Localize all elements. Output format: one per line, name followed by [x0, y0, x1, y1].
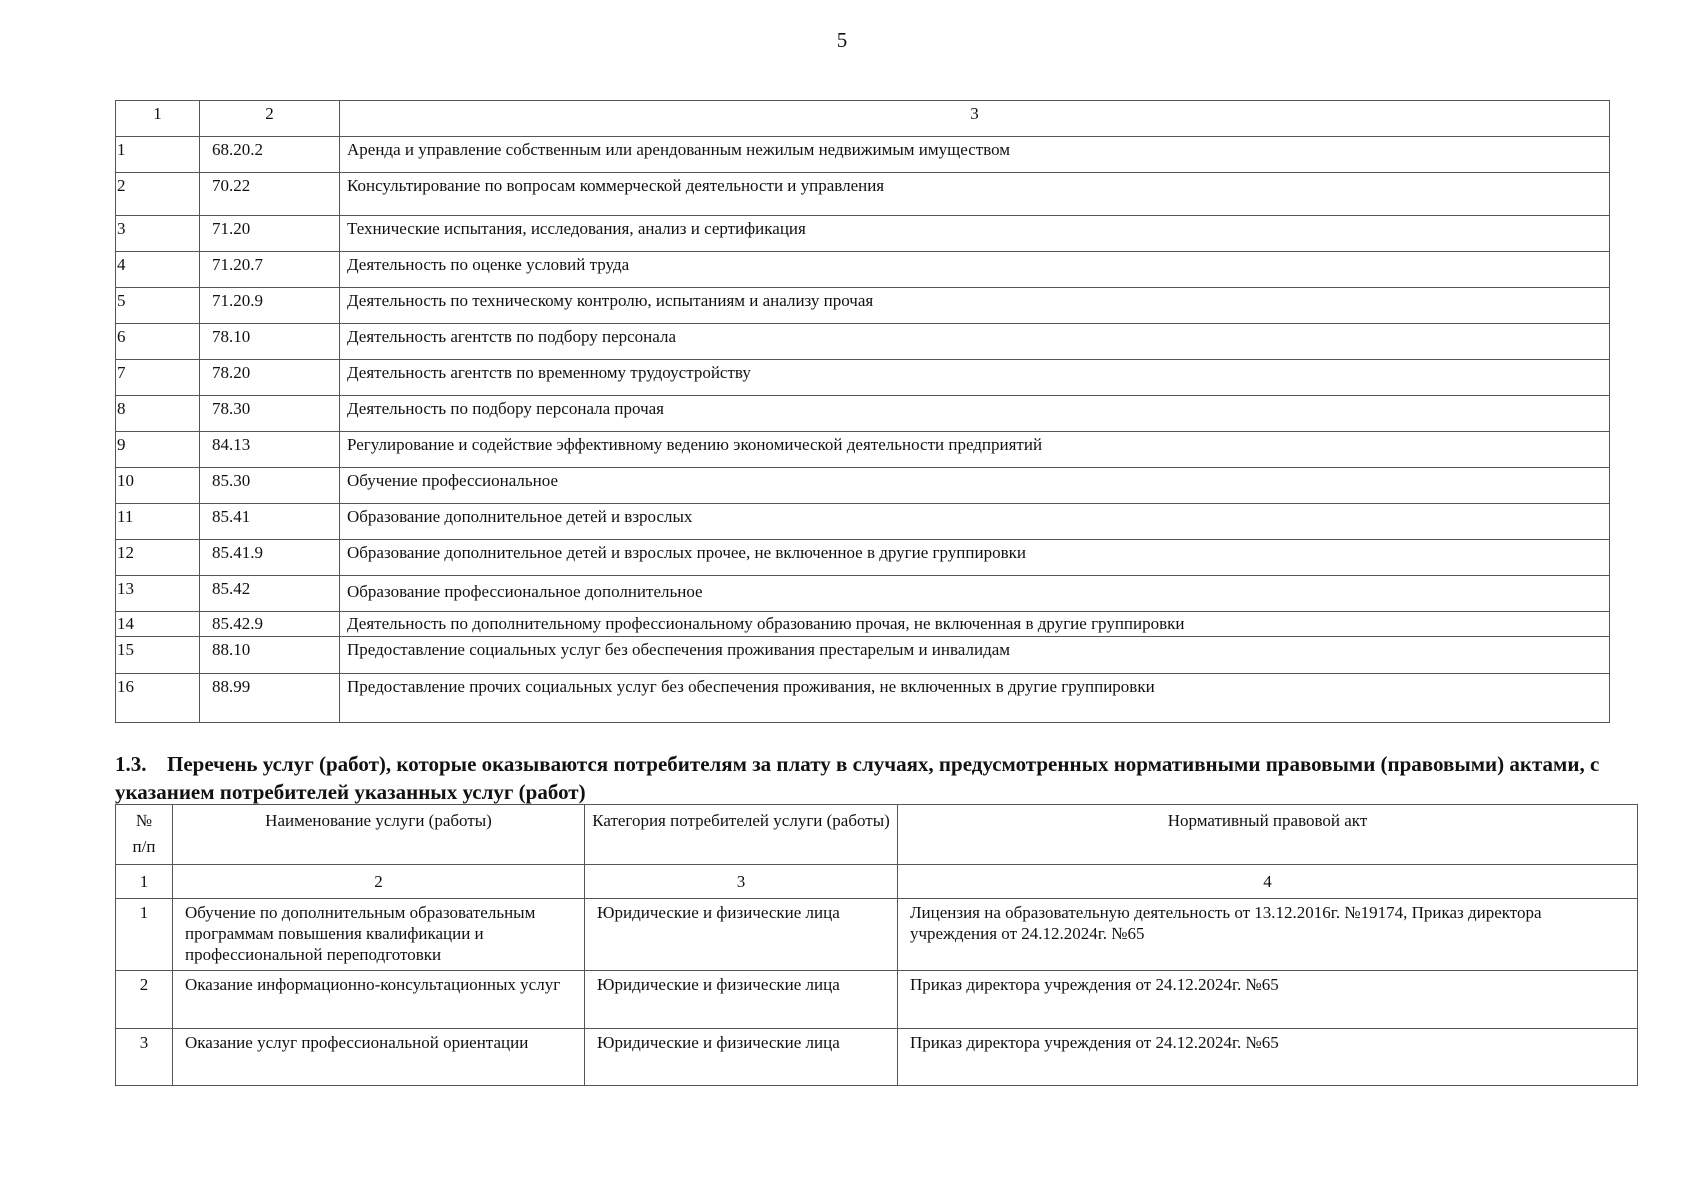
service-name: Оказание информационно-консультационных услуг — [173, 971, 585, 1029]
service-name: Обучение по дополнительным образовательным программам повышения квалификации и профессиональной переподготовки — [173, 899, 585, 971]
table-row — [116, 971, 1638, 1029]
okved-code: 70.22 — [200, 173, 340, 216]
row-number: 8 — [116, 396, 200, 432]
header-consumer-category: Категория потребителей услуги (работы) — [585, 805, 898, 865]
okved-code: 84.13 — [200, 432, 340, 468]
activity-name: Обучение профессиональное — [340, 468, 1610, 504]
row-number: 9 — [116, 432, 200, 468]
table-row — [116, 137, 1610, 173]
legal-act: Приказ директора учреждения от 24.12.2024г. №65 — [898, 971, 1638, 1029]
okved-header-cell: 1 — [116, 101, 200, 137]
row-number: 1 — [116, 137, 200, 173]
okved-code: 78.30 — [200, 396, 340, 432]
table-row — [116, 173, 1610, 216]
okved-header-cell: 2 — [200, 101, 340, 137]
activity-name: Образование профессиональное дополнительное — [340, 576, 1610, 612]
row-number: 11 — [116, 504, 200, 540]
row-number: 14 — [116, 612, 200, 637]
activity-name: Технические испытания, исследования, анализ и сертификация — [340, 216, 1610, 252]
okved-header-cell: 3 — [340, 101, 1610, 137]
activity-name: Деятельность агентств по подбору персонала — [340, 324, 1610, 360]
row-number: 5 — [116, 288, 200, 324]
row-number: 3 — [116, 1029, 173, 1086]
table-row — [116, 504, 1610, 540]
table-row — [116, 288, 1610, 324]
row-number: 3 — [116, 216, 200, 252]
consumer-category: Юридические и физические лица — [585, 899, 898, 971]
activity-name: Образование дополнительное детей и взрослых прочее, не включенное в другие группировки — [340, 540, 1610, 576]
table-row — [116, 468, 1610, 504]
okved-code: 71.20.7 — [200, 252, 340, 288]
row-number: 16 — [116, 674, 200, 723]
header-num-line2: п/п — [132, 837, 156, 856]
row-number: 7 — [116, 360, 200, 396]
column-numbers-row — [116, 865, 1638, 899]
row-number: 2 — [116, 173, 200, 216]
okved-code: 85.30 — [200, 468, 340, 504]
activity-name: Деятельность по техническому контролю, испытаниям и анализу прочая — [340, 288, 1610, 324]
table-row — [116, 674, 1610, 723]
section-title-text: Перечень услуг (работ), которые оказываются потребителям за плату в случаях, предусмотренных нормативными правовыми (правовыми) актами, с указанием потребителей указанных услуг (работ) — [115, 752, 1600, 804]
row-number: 13 — [116, 576, 200, 612]
row-number: 4 — [116, 252, 200, 288]
row-number: 6 — [116, 324, 200, 360]
header-legal-act: Нормативный правовой акт — [898, 805, 1638, 865]
okved-code: 85.42.9 — [200, 612, 340, 637]
table-row — [116, 216, 1610, 252]
consumer-category: Юридические и физические лица — [585, 1029, 898, 1086]
header-service-name: Наименование услуги (работы) — [173, 805, 585, 865]
activity-name: Аренда и управление собственным или арендованным нежилым недвижимым имуществом — [340, 137, 1610, 173]
services-header-row — [116, 805, 1638, 865]
activity-name: Предоставление социальных услуг без обеспечения проживания престарелым и инвалидам — [340, 637, 1610, 674]
row-number: 2 — [116, 971, 173, 1029]
table-row — [116, 396, 1610, 432]
table-row — [116, 576, 1610, 612]
section-heading — [115, 750, 1635, 806]
header-num-line1: № — [135, 811, 153, 830]
okved-code: 68.20.2 — [200, 137, 340, 173]
header-num-cell — [116, 805, 173, 865]
table-row — [116, 324, 1610, 360]
activity-name: Деятельность по дополнительному профессиональному образованию прочая, не включенная в другие группировки — [340, 612, 1610, 637]
column-number: 3 — [585, 865, 898, 899]
column-number: 4 — [898, 865, 1638, 899]
legal-act: Лицензия на образовательную деятельность от 13.12.2016г. №19174, Приказ директора учреждения от 24.12.2024г. №65 — [898, 899, 1638, 971]
paid-services-table — [115, 804, 1638, 1086]
okved-header-row — [116, 101, 1610, 137]
okved-code: 85.42 — [200, 576, 340, 612]
okved-code: 85.41 — [200, 504, 340, 540]
row-number: 1 — [116, 899, 173, 971]
okved-code: 78.10 — [200, 324, 340, 360]
row-number: 15 — [116, 637, 200, 674]
okved-code: 85.41.9 — [200, 540, 340, 576]
table-row — [116, 637, 1610, 674]
okved-code: 71.20.9 — [200, 288, 340, 324]
okved-code: 71.20 — [200, 216, 340, 252]
activity-name: Деятельность по подбору персонала прочая — [340, 396, 1610, 432]
column-number: 2 — [173, 865, 585, 899]
activity-name: Консультирование по вопросам коммерческой деятельности и управления — [340, 173, 1610, 216]
section-number: 1.3. — [115, 752, 147, 776]
okved-table — [115, 100, 1610, 723]
activity-name: Регулирование и содействие эффективному ведению экономической деятельности предприятий — [340, 432, 1610, 468]
activity-name: Образование дополнительное детей и взрослых — [340, 504, 1610, 540]
column-number: 1 — [116, 865, 173, 899]
legal-act: Приказ директора учреждения от 24.12.2024г. №65 — [898, 1029, 1638, 1086]
page-number: 5 — [836, 28, 848, 52]
table-row — [116, 540, 1610, 576]
activity-name: Деятельность по оценке условий труда — [340, 252, 1610, 288]
service-name: Оказание услуг профессиональной ориентации — [173, 1029, 585, 1086]
table-row — [116, 432, 1610, 468]
activity-name: Предоставление прочих социальных услуг без обеспечения проживания, не включенных в другие группировки — [340, 674, 1610, 723]
table-row — [116, 1029, 1638, 1086]
table-row — [116, 612, 1610, 637]
okved-code: 88.99 — [200, 674, 340, 723]
consumer-category: Юридические и физические лица — [585, 971, 898, 1029]
activity-name: Деятельность агентств по временному трудоустройству — [340, 360, 1610, 396]
table-row — [116, 899, 1638, 971]
okved-code: 88.10 — [200, 637, 340, 674]
okved-code: 78.20 — [200, 360, 340, 396]
table-row — [116, 252, 1610, 288]
table-row — [116, 360, 1610, 396]
row-number: 12 — [116, 540, 200, 576]
row-number: 10 — [116, 468, 200, 504]
